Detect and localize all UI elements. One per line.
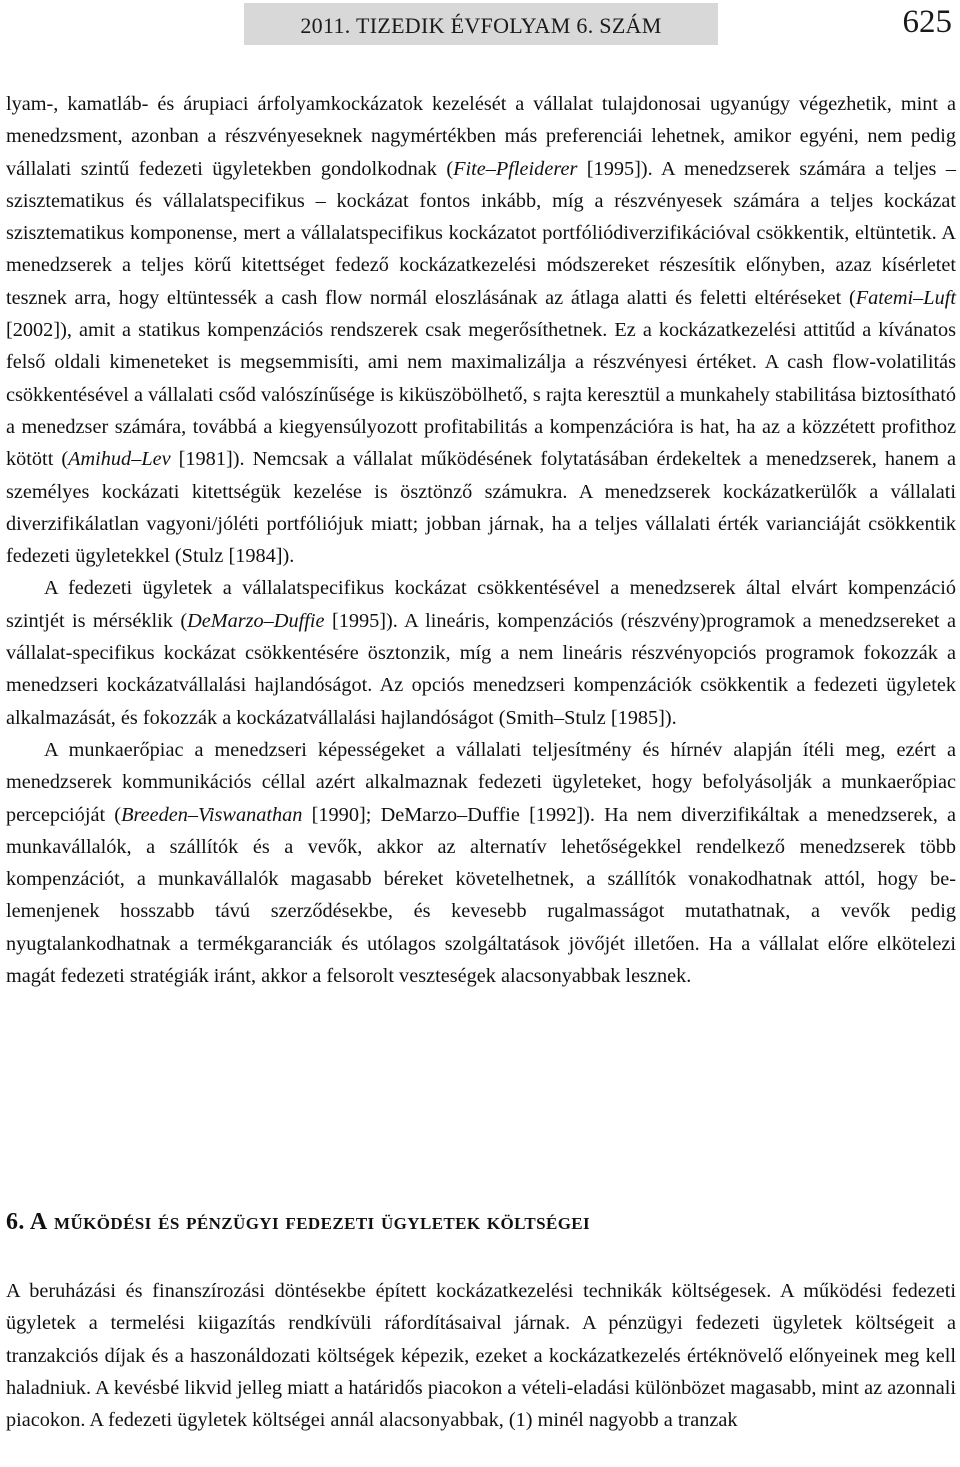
section-heading xyxy=(6,1209,956,1236)
citation-authors: Amihud–Lev xyxy=(68,448,171,471)
citation-authors: DeMarzo–Duffie xyxy=(187,609,325,632)
section-paragraph: A beruházási és finanszírozási döntésekbe épített kockázatkezelési technikák költségesek. A működési fedezeti ügyletek a termelési kiigazítás rendkívüli ráfordításaival járnak. A pénzügyi fedezeti ügyletek költségeit a tranzakciós díjak és a haszonáldozati költségek képezik, ezeket a kockázatkezelés értéknövelő előnyeinek meg kell haladniuk. A kevésbé likvid jelleg miatt a határidős piacokon a vételi-eladási különbözet magasabb, mint az azonnali piacokon. A fedezeti ügyletek költségei annál alacsonyabbak, (1) minél nagyobb a tranzak xyxy=(6,1280,956,1432)
body-paragraph xyxy=(6,734,956,992)
section-text xyxy=(6,1275,956,1436)
citation-authors: Fatemi–Luft xyxy=(855,286,956,309)
section-title: működési és pénzügyi fedezeti ügyletek költségei xyxy=(47,1209,591,1235)
section-title-initial: A xyxy=(29,1209,48,1235)
running-header xyxy=(244,3,718,45)
body-paragraph xyxy=(6,572,956,733)
paragraph-text: lyam-, kamatláb- és árupiaci árfolyamkockázatok kezelését a vállalat tulajdonosai ugyanúgy végezhetik, mint a menedzsment, azonban a részvényeseknek nagymértékben más preferenciái lehetnek, amikor egyéni, nem pedig vállalati szintű fedezeti ügyletekben gondolkodnak ( xyxy=(6,93,956,180)
citation-authors: Fite–Pfleiderer xyxy=(453,157,578,180)
section-number: 6. xyxy=(6,1209,25,1235)
paragraph-text: [1981]). Nemcsak a vállalat működésének folytatásában érdekeltek a menedzserek, hanem a személyes kockázati kitettségük kezelése is ösztönző számukra. A menedzserek kockázatkerülők a vállalati diverzifikálatlan vagyoni/jóléti portfóliójuk miatt; jobban járnak, ha a teljes vállalati érték varianciáját csökkentik fedezeti ügyletekkel (Stulz [1984]). xyxy=(6,448,956,568)
paragraph-text: [1995]). A lineáris, kompenzációs (részvény)programok a menedzsereket a vállalat-specifikus kockázat csökkentésére ösztonzik, míg a nem lineáris részvényopciós programok fokozzák a menedzseri kockázatvállalási hajlandóságot. Az opciós menedzseri kompenzációk csökkentik a fedezeti ügyletek alkalmazását, és fokozzák a kockázatvállalási hajlandóságot (Smith–Stulz [1985]). xyxy=(6,609,956,729)
citation-authors: Breeden–Viswanathan xyxy=(121,803,303,826)
body-text xyxy=(6,88,956,992)
paragraph-text: A fedezeti ügyletek a vállalatspecifikus kockázat csökkentésével a menedzserek által elvárt kompenzáció szintjét is mérséklik ( xyxy=(6,577,956,632)
paragraph-text: [2002]), amit a statikus kompenzációs rendszerek csak megerősíthetnek. Ez a kockázatkezelési attitűd a kívánatos felső oldali kimeneteket is megsemmisíti, ami nem maximalizálja a részvényesi értéket. A cash flow-volatilitás csökkentésével a vállalati csőd valószínűsége is kiküszöbölhető, s rajta keresztül a munkahely stabilitása biztosítható a menedzser számára, továbbá a kiegyensúlyozott profitabilitás a kompenzációra is hat, ha az a közzétett profithoz kötött ( xyxy=(6,319,956,471)
paragraph-text: [1995]). A menedzserek számára a teljes – szisztematikus és vállalatspecifikus – kockázat fontos inkább, míg a részvényesek számára a teljes kockázat szisztematikus komponense, mert a vállalatspecifikus kockázatot portfóliódiverzifikációval csökkentik, eltüntetik. A menedzserek a teljes körű kitettséget fedező kockázatkezelési módszereket részesítik előnyben, azaz kísérletet tesznek arra, hogy eltüntessék a cash flow normál eloszlásának az átlaga alatti és feletti eltéréseket ( xyxy=(6,157,956,309)
body-paragraph xyxy=(6,88,956,572)
journal-issue-title: 2011. TIZEDIK ÉVFOLYAM 6. SZÁM xyxy=(300,13,662,38)
paragraph-text: [1990]; DeMarzo–Duffie [1992]). Ha nem diverzifikáltak a menedzserek, a munkavállalók, a szállítók és a vevők, akkor az alternatív lehetőségekkel rendelkező menedzserek több kompenzációt, a munkavállalók magasabb béreket követelhetnek, a szállítók vonakodhatnak attól, hogy belemenjenek hosszabb távú szerződésekbe, és kevesebb rugalmasságot mutathatnak, a vevők pedig nyugtalankodhatnak a termékgaranciák és utólagos szolgáltatások jövőjét illetően. Ha a vállalat előre elkötelezi magát fedezeti stratégiák iránt, akkor a felsorolt veszteségek alacsonyabbak lesznek. xyxy=(6,803,956,988)
page-number: 625 xyxy=(902,4,952,40)
paragraph-text: A munkaerőpiac a menedzseri képességeket a vállalati teljesítmény és hírnév alapján ítéli meg, ezért a menedzserek kommunikációs céllal azért alkalmaznak fedezeti ügyleteket, hogy befolyásolják a munkaerőpiac percepcióját ( xyxy=(6,738,956,826)
